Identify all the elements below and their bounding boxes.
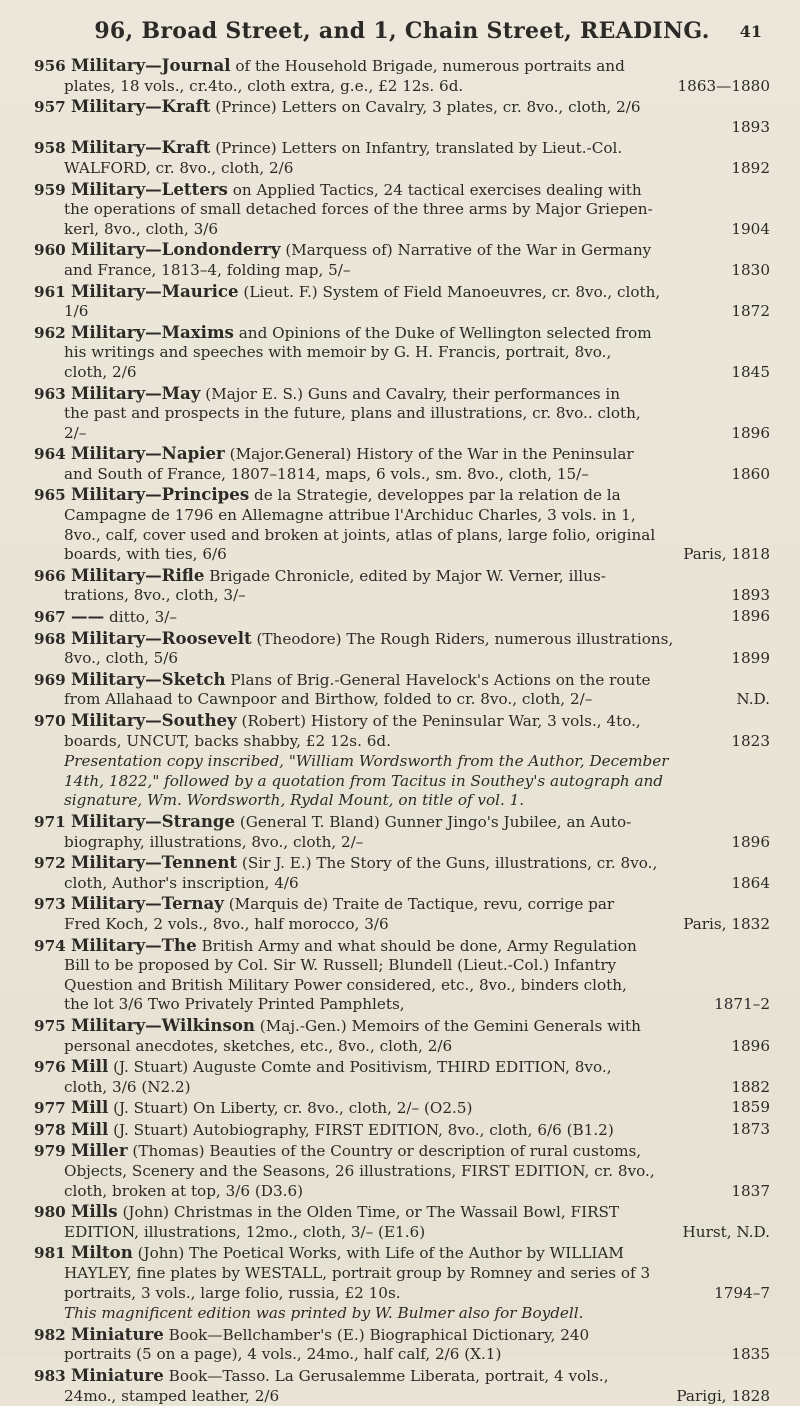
entry-date: 1899 — [731, 649, 770, 668]
entry-heading: Military—Tennent — [71, 852, 238, 873]
entry-date: Parigi, 1828 — [676, 1386, 770, 1405]
entry-text: (Prince) Letters on Infantry, translated by Lieut.-Col. — [210, 139, 623, 158]
entry-line: Campagne de 1796 en Allemagne attribue l'Archiduc Charles, 3 vols. in 1, — [64, 506, 636, 525]
entry-date: 1882 — [731, 1077, 770, 1096]
catalogue-entry — [34, 56, 770, 96]
catalogue-entry — [34, 138, 770, 178]
entry-heading: Miniature — [71, 1323, 164, 1344]
catalogue-entry — [34, 566, 770, 606]
lot-number: 978 — [34, 1120, 71, 1139]
catalogue-entry — [34, 282, 770, 322]
entry-line: portraits (5 on a page), 4 vols., 24mo., half calf, 2/6 (X.1) 1835 — [64, 1345, 770, 1364]
entry-text: (Thomas) Beauties of the Country or description of rural customs, — [127, 1142, 642, 1161]
entry-text: Presentation copy inscribed, "William Wordsworth from the Author, December — [64, 752, 669, 771]
entry-heading: Military—Journal — [71, 55, 231, 75]
entry-heading: Military—Londonderry — [71, 239, 281, 260]
entry-text: Brigade Chronicle, edited by Major W. Verner, illus- — [204, 566, 606, 585]
lot-number: 982 — [34, 1325, 71, 1344]
catalogue-entry — [34, 670, 770, 710]
lot-number: 969 — [34, 670, 71, 689]
entry-heading: Military—Ternay — [71, 893, 224, 914]
entry-text: (Maj.-Gen.) Memoirs of the Gemini Generals with — [254, 1016, 641, 1035]
entry-text: (Major.General) History of the War in the Peninsular — [224, 445, 634, 464]
entry-date: 1871–2 — [714, 995, 770, 1014]
entry-text: (Theodore) The Rough Riders, numerous illustrations, — [251, 629, 674, 648]
lot-number: 963 — [34, 384, 71, 403]
entry-line: his writings and speeches with memoir by G. H. Francis, portrait, 8vo., — [64, 343, 612, 362]
page-title: 96, Broad Street, and 1, Chain Street, READING. — [94, 18, 710, 44]
entry-date: 1872 — [731, 302, 770, 321]
entry-date: 1845 — [731, 362, 770, 381]
entry-text: (John) The Poetical Works, with Life of the Author by WILLIAM — [132, 1244, 624, 1263]
entry-heading: Military—The — [71, 934, 197, 955]
entry-date: Hurst, N.D. — [682, 1222, 770, 1241]
catalogue-entry — [34, 1202, 770, 1242]
catalogue-entry — [34, 1366, 770, 1406]
entry-text: (John) Christmas in the Olden Time, or The Wassail Bowl, FIRST — [117, 1203, 620, 1222]
lot-number: 960 — [34, 241, 71, 260]
entry-text: Plans of Brig.-General Havelock's Actions on the route — [225, 670, 651, 689]
entry-heading: Military—Wilkinson — [71, 1014, 255, 1035]
entry-text: (Major E. S.) Guns and Cavalry, their performances in — [200, 384, 621, 403]
page-number: 41 — [739, 22, 762, 41]
entry-heading: Military—Southey — [71, 710, 237, 730]
lot-number: 972 — [34, 854, 71, 873]
entry-date: 1896 — [731, 832, 770, 851]
entry-date: 1893 — [731, 586, 770, 605]
entry-heading: Miller — [71, 1140, 128, 1161]
entry-date: 1863—1880 — [677, 76, 770, 95]
entry-line: personal anecdotes, sketches, etc., 8vo., cloth, 2/6 1896 — [64, 1036, 770, 1055]
entry-heading: Mill — [71, 1118, 109, 1139]
lot-number: 980 — [34, 1203, 71, 1222]
lot-number: 957 — [34, 98, 71, 117]
entry-date: 1896 — [731, 607, 770, 626]
entry-date: 1864 — [731, 873, 770, 892]
catalogue-entry — [34, 1141, 770, 1201]
entry-line: 1/6 1872 — [64, 302, 770, 321]
catalogue-entry — [34, 97, 770, 137]
entry-text: on Applied Tactics, 24 tactical exercises dealing with — [227, 180, 642, 199]
entry-heading: Milton — [71, 1242, 133, 1263]
entry-text: (Robert) History of the Peninsular War, 3 vols., 4to., — [236, 712, 641, 730]
entry-line: boards, with ties, 6/6 Paris, 1818 — [64, 545, 770, 564]
entry-heading: Military—Strange — [71, 810, 236, 831]
catalogue-entry — [34, 629, 770, 669]
entry-text: (J. Stuart) On Liberty, cr. 8vo., cloth, 2/– (O2.5) — [108, 1099, 473, 1118]
catalogue-entry — [34, 607, 770, 628]
entry-line: WALFORD, cr. 8vo., cloth, 2/6 1892 — [64, 158, 770, 177]
lot-number: 981 — [34, 1244, 71, 1263]
entry-date: 1860 — [731, 464, 770, 483]
catalogue-entry — [34, 1057, 770, 1097]
lot-number: 968 — [34, 629, 71, 648]
entry-line: cloth, Author's inscription, 4/6 1864 — [64, 873, 770, 892]
entry-text: (General T. Bland) Gunner Jingo's Jubilee, an Auto- — [235, 812, 632, 831]
lot-number: 961 — [34, 282, 71, 301]
entry-heading: Miniature — [71, 1365, 164, 1385]
catalogue-entry — [34, 1120, 770, 1141]
entry-text: British Army and what should be done, Army Regulation — [196, 936, 637, 955]
entry-line: 8vo., calf, cover used and broken at joints, atlas of plans, large folio, original — [64, 525, 656, 544]
entry-text: (Marquis de) Traite de Tactique, revu, corrige par — [223, 895, 615, 914]
entry-heading: Mills — [71, 1201, 118, 1222]
catalogue-entry — [34, 853, 770, 893]
entry-date: 1892 — [731, 158, 770, 177]
lot-number: 962 — [34, 323, 71, 342]
entry-date: 1859 — [731, 1098, 770, 1117]
catalogue-entry — [34, 485, 770, 564]
entry-heading: Military—May — [71, 382, 201, 403]
entry-text: (Lieut. F.) System of Field Manoeuvres, cr. 8vo., cloth, — [238, 282, 661, 301]
entry-list — [34, 56, 770, 1406]
entry-text: Book—Bellchamber's (E.) Biographical Dictionary, 240 — [163, 1325, 590, 1344]
catalogue-entry — [34, 240, 770, 280]
entry-heading: Military—Kraft — [71, 96, 211, 117]
entry-text: (J. Stuart) Auguste Comte and Positivism, THIRD EDITION, 8vo., — [108, 1058, 612, 1077]
lot-number: 973 — [34, 895, 71, 914]
catalogue-entry — [34, 752, 770, 811]
entry-date: 1873 — [731, 1119, 770, 1138]
entry-line: plates, 18 vols., cr.4to., cloth extra, g.e., £2 12s. 6d. 1863—1880 — [64, 76, 770, 95]
entry-heading: Military—Letters — [71, 178, 228, 199]
catalogue-entry — [34, 711, 770, 751]
entry-line: EDITION, illustrations, 12mo., cloth, 3/– (E1.6) Hurst, N.D. — [64, 1222, 770, 1241]
entry-heading: Military—Rifle — [71, 564, 205, 585]
lot-number: 975 — [34, 1016, 71, 1035]
entry-heading: Mill — [71, 1056, 109, 1077]
entry-text: (J. Stuart) Autobiography, FIRST EDITION, 8vo., cloth, 6/6 (B1.2) — [108, 1120, 614, 1139]
entry-date: 1904 — [731, 219, 770, 238]
entry-heading: Military—Maxims — [71, 321, 234, 342]
entry-heading: —— — [71, 606, 105, 627]
catalogue-entry — [34, 1016, 770, 1056]
entry-heading: Military—Maurice — [71, 280, 239, 301]
entry-line: Question and British Military Power considered, etc., 8vo., binders cloth, — [64, 975, 627, 994]
entry-text: (Sir J. E.) The Story of the Guns, illustrations, cr. 8vo., — [237, 854, 658, 873]
lot-number: 974 — [34, 936, 71, 955]
entry-date: 1837 — [731, 1181, 770, 1200]
entry-line: kerl, 8vo., cloth, 3/6 1904 — [64, 219, 770, 238]
entry-date: 1835 — [731, 1345, 770, 1364]
entry-line: from Allahaad to Cawnpoor and Birthow, folded to cr. 8vo., cloth, 2/– N.D. — [64, 690, 770, 709]
entry-line: 8vo., cloth, 5/6 1899 — [64, 649, 770, 668]
catalogue-entry — [34, 936, 770, 1015]
catalogue-entry — [34, 894, 770, 934]
entry-line: cloth, 2/6 1845 — [64, 362, 770, 381]
entry-text: de la Strategie, developpes par la relation de la — [249, 486, 621, 505]
catalogue-entry — [34, 1098, 770, 1119]
lot-number: 956 — [34, 57, 71, 75]
lot-number: 958 — [34, 139, 71, 158]
entry-line: the past and prospects in the future, plans and illustrations, cr. 8vo.. cloth, — [64, 404, 641, 423]
entry-line: and South of France, 1807–1814, maps, 6 vols., sm. 8vo., cloth, 15/– 1860 — [64, 464, 770, 483]
entry-date: 1896 — [731, 1036, 770, 1055]
entry-date: Paris, 1818 — [683, 545, 770, 564]
entry-date: Paris, 1832 — [683, 914, 770, 933]
catalogue-entry — [34, 180, 770, 240]
entry-text: and Opinions of the Duke of Wellington selected from — [233, 323, 652, 342]
entry-line: 24mo., stamped leather, 2/6 Parigi, 1828 — [64, 1386, 770, 1405]
entry-heading: Military—Kraft — [71, 137, 211, 158]
entry-date: 1830 — [731, 260, 770, 279]
page-header — [34, 14, 770, 48]
entry-line: the operations of small detached forces of the three arms by Major Griepen- — [64, 200, 653, 219]
entry-text: (Prince) Letters on Cavalry, 3 plates, cr. 8vo., cloth, 2/6 — [210, 98, 641, 117]
entry-line: cloth, broken at top, 3/6 (D3.6) 1837 — [64, 1181, 770, 1200]
entry-date: 1794–7 — [714, 1283, 770, 1302]
entry-text: ditto, 3/– — [104, 608, 177, 627]
entry-date: 1896 — [731, 423, 770, 442]
entry-line: and France, 1813–4, folding map, 5/– 1830 — [64, 260, 770, 279]
entry-text: of the Household Brigade, numerous portraits and — [230, 57, 625, 75]
entry-line: 2/– 1896 — [64, 423, 770, 442]
lot-number: 970 — [34, 712, 71, 730]
catalogue-entry — [34, 1243, 770, 1303]
entry-heading: Military—Sketch — [71, 668, 226, 689]
entry-line: the lot 3/6 Two Privately Printed Pamphlets, 1871–2 — [64, 995, 770, 1014]
lot-number: 977 — [34, 1099, 71, 1118]
entry-line: HAYLEY, fine plates by WESTALL, portrait group by Romney and series of 3 — [64, 1264, 651, 1283]
lot-number: 979 — [34, 1142, 71, 1161]
entry-line: Fred Koch, 2 vols., 8vo., half morocco, 3/6 Paris, 1832 — [64, 914, 770, 933]
entry-text: Book—Tasso. La Gerusalemme Liberata, portrait, 4 vols., — [163, 1367, 609, 1385]
entry-line: 14th, 1822," followed by a quotation from Tacitus in Southey's autograph and — [64, 771, 664, 790]
lot-number: 965 — [34, 486, 71, 505]
entry-line: trations, 8vo., cloth, 3/– 1893 — [64, 586, 770, 605]
entry-heading: Military—Roosevelt — [71, 627, 252, 648]
catalogue-entry — [34, 1304, 770, 1324]
lot-number: 959 — [34, 180, 71, 199]
entry-line: biography, illustrations, 8vo., cloth, 2/– 1896 — [64, 832, 770, 851]
entry-heading: Mill — [71, 1097, 109, 1118]
entry-date: N.D. — [736, 690, 770, 709]
entry-line: signature, Wm. Wordsworth, Rydal Mount, on title of vol. 1. — [64, 791, 525, 810]
entry-text: (Marquess of) Narrative of the War in Germany — [280, 241, 652, 260]
lot-number: 976 — [34, 1058, 71, 1077]
entry-heading: Military—Principes — [71, 484, 250, 505]
catalogue-entry — [34, 1325, 770, 1365]
entry-line: cloth, 3/6 (N2.2) 1882 — [64, 1077, 770, 1096]
entry-date: 1823 — [731, 731, 770, 750]
entry-text: This magnificent edition was printed by W. Bulmer also for Boydell. — [64, 1304, 584, 1323]
catalogue-entry — [34, 812, 770, 852]
entry-line: Objects, Scenery and the Seasons, 26 illustrations, FIRST EDITION, cr. 8vo., — [64, 1162, 655, 1181]
entry-line: portraits, 3 vols., large folio, russia, £2 10s. 1794–7 — [64, 1283, 770, 1302]
lot-number: 964 — [34, 445, 71, 464]
entry-line: boards, UNCUT, backs shabby, £2 12s. 6d. 1823 — [64, 731, 770, 750]
lot-number: 971 — [34, 812, 71, 831]
lot-number: 966 — [34, 566, 71, 585]
entry-date: 1893 — [731, 117, 770, 136]
catalogue-entry — [34, 384, 770, 444]
lot-number: 967 — [34, 608, 71, 627]
entry-line: Bill to be proposed by Col. Sir W. Russell; Blundell (Lieut.-Col.) Infantry — [64, 956, 617, 975]
lot-number: 983 — [34, 1367, 71, 1385]
catalogue-entry — [34, 444, 770, 484]
catalogue-entry — [34, 323, 770, 383]
entry-heading: Military—Napier — [71, 443, 225, 464]
